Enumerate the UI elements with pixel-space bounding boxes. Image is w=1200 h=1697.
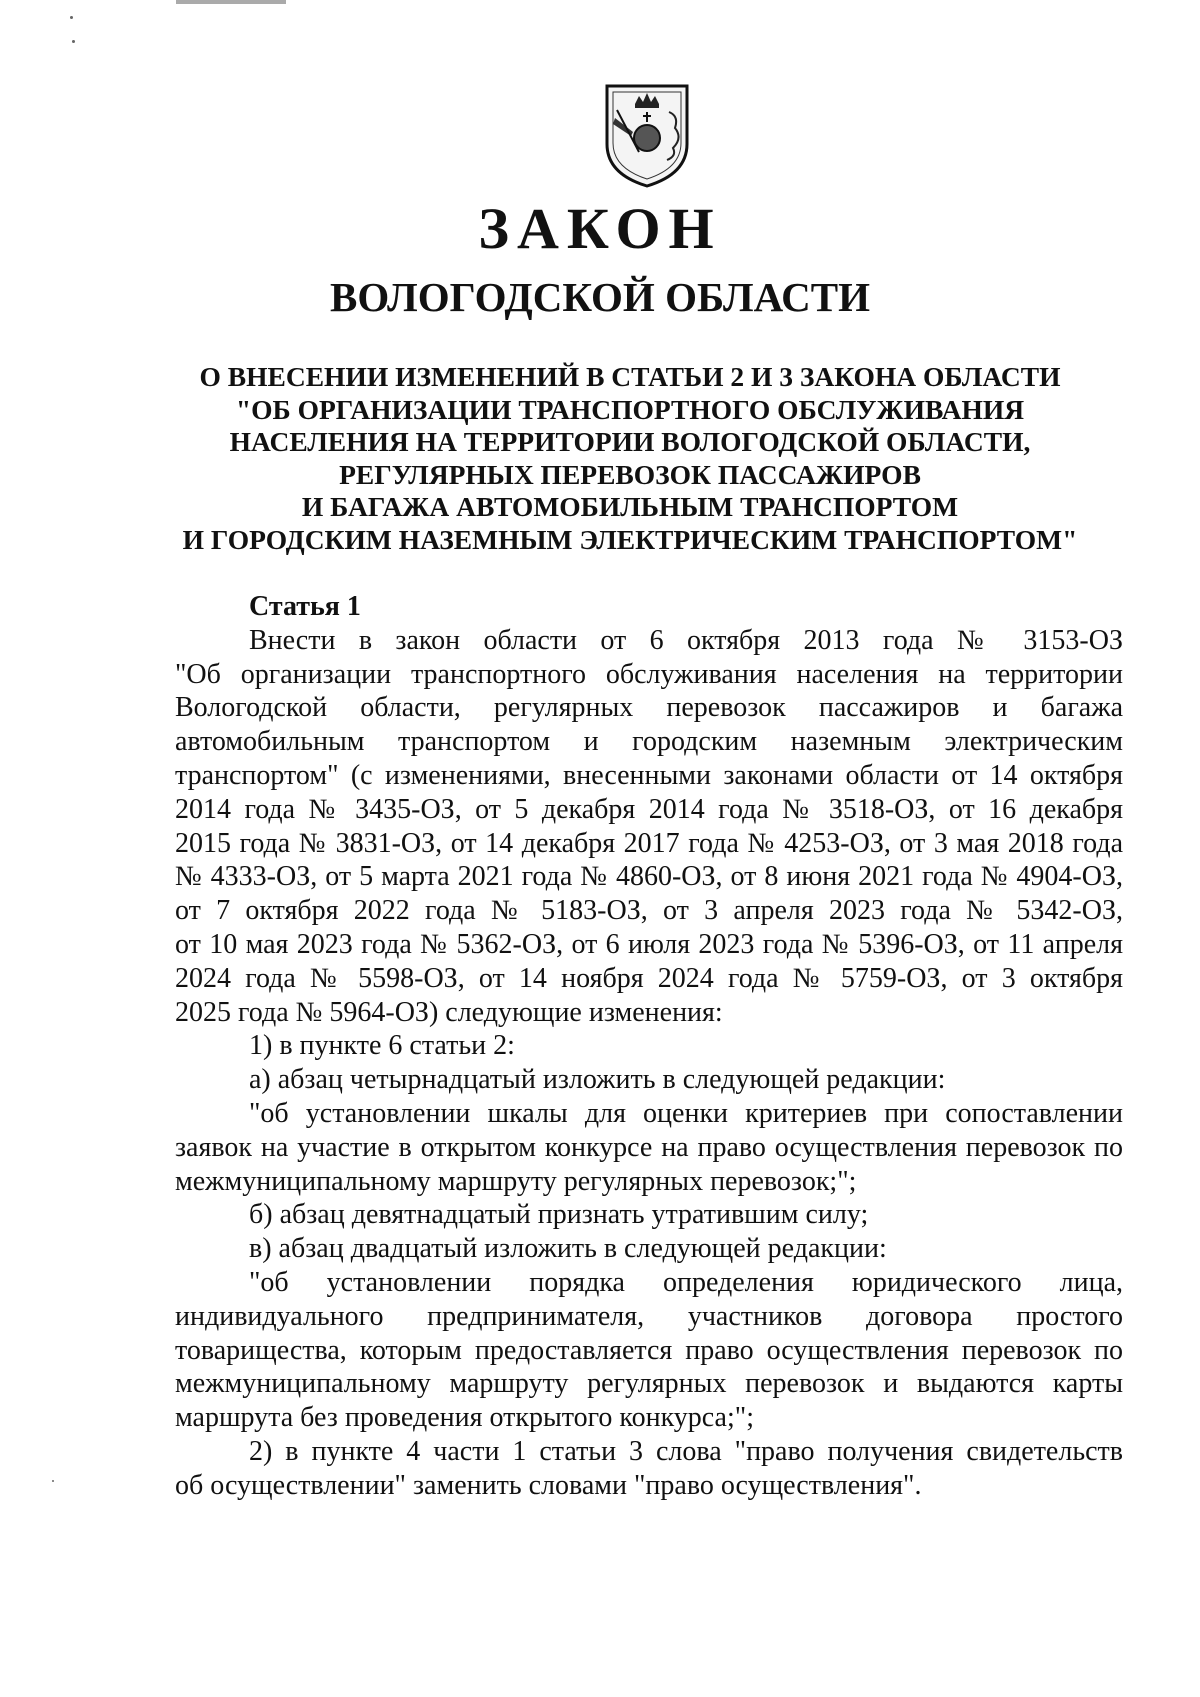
- text-line: межмуниципальному маршруту регулярных перевозок;";: [175, 1165, 857, 1197]
- text-line: 2014 года № 3435-ОЗ, от 5 декабря 2014 года № 3518-ОЗ, от 16 декабря: [175, 793, 1123, 825]
- law-name-heading: [150, 361, 1110, 556]
- item-1b: б) абзац девятнадцатый признать утратившим силу;: [249, 1199, 869, 1231]
- text-line: автомобильным транспортом и городским наземным электрическим: [175, 726, 1123, 758]
- law-name-line: "ОБ ОРГАНИЗАЦИИ ТРАНСПОРТНОГО ОБСЛУЖИВАНИЯ: [235, 393, 1025, 425]
- article-title: Статья 1: [249, 591, 361, 622]
- text-line: "Об организации транспортного обслуживания населения на территории: [175, 658, 1123, 690]
- text-line: 2024 года № 5598-ОЗ, от 14 ноября 2024 года № 5759-ОЗ, от 3 октября: [175, 962, 1123, 994]
- law-name-line: О ВНЕСЕНИИ ИЗМЕНЕНИЙ В СТАТЬИ 2 И 3 ЗАКОНА ОБЛАСТИ: [199, 361, 1061, 392]
- text-line: индивидуального предпринимателя, участников договора простого: [175, 1300, 1123, 1332]
- text-line: межмуниципальному маршруту регулярных перевозок и выдаются карты: [175, 1368, 1123, 1400]
- quote-1: [175, 1097, 1123, 1198]
- text-line: 2015 года № 3831-ОЗ, от 14 декабря 2017 года № 4253-ОЗ, от 3 мая 2018 года: [175, 827, 1123, 859]
- item-1c: в) абзац двадцатый изложить в следующей редакции:: [249, 1233, 887, 1265]
- scan-speck: [52, 1480, 54, 1482]
- coat-of-arms-icon: [603, 82, 691, 190]
- text-line: транспортом" (с изменениями, внесенными законами области от 14 октября: [175, 759, 1123, 791]
- law-name-line: И БАГАЖА АВТОМОБИЛЬНЫМ ТРАНСПОРТОМ: [301, 491, 959, 522]
- item-1: 1) в пункте 6 статьи 2:: [249, 1030, 515, 1062]
- article-body: [175, 590, 1123, 1503]
- text-line: Внести в закон области от 6 октября 2013 года № 3153-ОЗ: [249, 624, 1123, 656]
- text-line: Вологодской области, регулярных перевозок пассажиров и багажа: [175, 692, 1123, 724]
- text-line: об осуществлении" заменить словами "право осуществления".: [175, 1469, 922, 1501]
- document-subtitle: ВОЛОГОДСКОЙ ОБЛАСТИ: [329, 274, 871, 320]
- quote-2: [175, 1266, 1123, 1435]
- text-line: "об установлении шкалы для оценки критериев при сопоставлении: [249, 1097, 1123, 1129]
- text-line: маршрута без проведения открытого конкурса;";: [175, 1402, 754, 1434]
- text-line: товарищества, которым предоставляется право осуществления перевозок по: [175, 1334, 1123, 1366]
- law-name-line: НАСЕЛЕНИЯ НА ТЕРРИТОРИИ ВОЛОГОДСКОЙ ОБЛАСТИ,: [229, 426, 1031, 457]
- article-intro: [175, 624, 1123, 1030]
- text-line: от 10 мая 2023 года № 5362-ОЗ, от 6 июля 2023 года № 5396-ОЗ, от 11 апреля: [175, 928, 1123, 960]
- text-line: "об установлении порядка определения юридического лица,: [249, 1266, 1123, 1298]
- scan-speck: [72, 40, 75, 43]
- law-name-line: РЕГУЛЯРНЫХ ПЕРЕВОЗОК ПАССАЖИРОВ: [339, 458, 921, 490]
- scan-artifact: [176, 0, 286, 4]
- text-line: 2) в пункте 4 части 1 статьи 3 слова "право получения свидетельств: [249, 1435, 1123, 1467]
- text-line: 2025 года № 5964-ОЗ) следующие изменения:: [175, 996, 723, 1028]
- text-line: от 7 октября 2022 года № 5183-ОЗ, от 3 апреля 2023 года № 5342-ОЗ,: [175, 895, 1123, 927]
- text-line: заявок на участие в открытом конкурсе на право осуществления перевозок по: [175, 1131, 1123, 1163]
- item-1a: а) абзац четырнадцатый изложить в следующей редакции:: [249, 1064, 946, 1096]
- text-line: № 4333-ОЗ, от 5 марта 2021 года № 4860-ОЗ, от 8 июня 2021 года № 4904-ОЗ,: [175, 861, 1123, 893]
- law-name-line: И ГОРОДСКИМ НАЗЕМНЫМ ЭЛЕКТРИЧЕСКИМ ТРАНСПОРТОМ": [182, 523, 1078, 555]
- item-2: [175, 1435, 1123, 1503]
- scan-speck: [70, 16, 73, 19]
- document-title: ЗАКОН: [478, 196, 722, 261]
